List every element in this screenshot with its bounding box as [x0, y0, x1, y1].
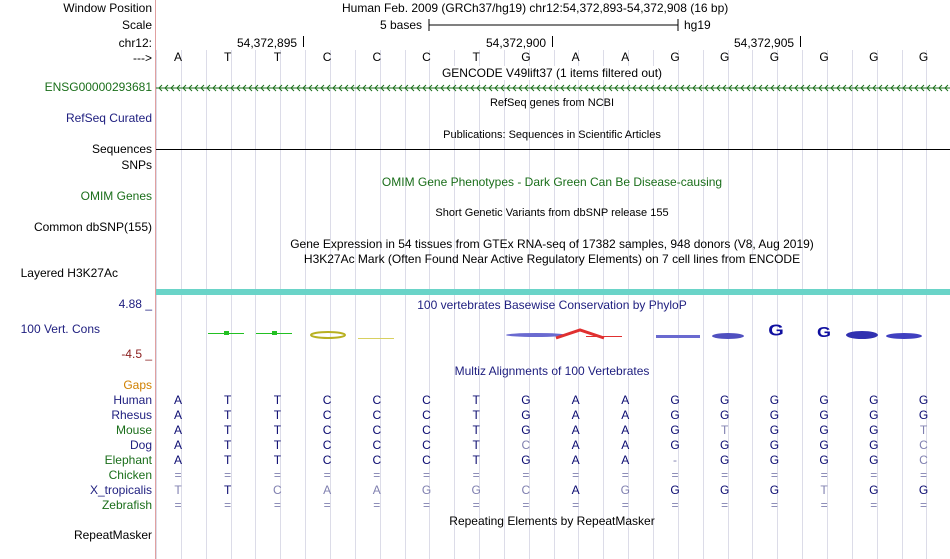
scale-bar-label: 5 bases — [380, 18, 423, 32]
alignment-base: G — [869, 423, 879, 437]
alignment-base: = — [572, 498, 580, 512]
alignment-base: = — [621, 498, 629, 512]
alignment-base: G — [521, 423, 531, 437]
track-display-area[interactable] — [156, 0, 950, 559]
alignment-base: G — [670, 438, 680, 452]
reference-base: G — [918, 50, 929, 64]
h3k27ac-signal-bar[interactable] — [156, 289, 950, 295]
alignment-base: A — [173, 438, 182, 452]
alignment-base: C — [372, 438, 382, 452]
reference-base: C — [372, 50, 382, 64]
alignment-base: = — [721, 498, 729, 512]
alignment-base: C — [372, 453, 382, 467]
alignment-base: = — [273, 468, 281, 482]
alignment-base: G — [918, 483, 929, 497]
dbsnp-track-title: Short Genetic Variants from dbSNP release 155 — [435, 207, 669, 219]
chromosome-label: chr12: — [118, 36, 152, 50]
gridline — [902, 50, 903, 559]
gencode-track-title: GENCODE V49lift37 (1 items filtered out) — [441, 66, 663, 80]
publications-track-title: Publications: Sequences in Scientific Articles — [443, 129, 661, 141]
repeatmasker-track-title: Repeating Elements by RepeatMasker — [449, 514, 655, 528]
alignment-base: T — [273, 408, 282, 422]
alignment-base: T — [472, 438, 480, 452]
reference-base: A — [621, 50, 630, 64]
alignment-base: = — [770, 468, 778, 482]
coord-tick-3 — [800, 36, 801, 47]
alignment-base: T — [273, 453, 282, 467]
alignment-base: G — [720, 393, 730, 407]
gridline — [305, 50, 306, 559]
alignment-base: A — [571, 408, 580, 422]
alignment-base: A — [621, 453, 630, 467]
omim-track-title: OMIM Gene Phenotypes - Dark Green Can Be Disease-causing — [381, 175, 723, 189]
alignment-base: = — [621, 468, 629, 482]
alignment-base: G — [670, 423, 680, 437]
alignment-base: G — [670, 483, 680, 497]
reference-base: G — [869, 50, 879, 64]
alignment-base: G — [769, 408, 780, 422]
alignment-base: G — [819, 438, 829, 452]
alignment-base: G — [869, 483, 879, 497]
coord-label-3: 54,372,905 — [734, 36, 795, 50]
species-label: Rhesus — [111, 408, 152, 422]
alignment-base: A — [621, 423, 630, 437]
species-label: Human — [113, 393, 152, 407]
alignment-base: A — [323, 483, 332, 497]
reference-base: T — [472, 50, 480, 64]
alignment-base: = — [522, 498, 530, 512]
alignment-base: = — [870, 468, 878, 482]
alignment-base: = — [820, 498, 828, 512]
alignment-base: = — [174, 498, 182, 512]
alignment-base: G — [819, 453, 829, 467]
track-label-gaps[interactable]: Gaps — [123, 378, 152, 392]
position-title: Human Feb. 2009 (GRCh37/hg19) chr12:54,372,893-54,372,908 (16 bp) — [342, 1, 729, 15]
alignment-base: T — [472, 408, 480, 422]
alignment-base: = — [820, 468, 828, 482]
alignment-base: = — [422, 498, 430, 512]
alignment-base: C — [422, 393, 431, 407]
alignment-base: = — [522, 468, 530, 482]
refseq-track-title: RefSeq genes from NCBI — [489, 97, 615, 109]
alignment-base: = — [472, 498, 480, 512]
alignment-base: G — [769, 438, 780, 452]
coord-tick-2 — [552, 36, 553, 47]
alignment-base: G — [819, 408, 829, 422]
alignment-base: G — [869, 408, 879, 422]
alignment-base: G — [521, 453, 531, 467]
track-label-sequences[interactable]: Sequences — [91, 142, 152, 156]
alignment-base: = — [174, 468, 182, 482]
alignment-base: C — [521, 483, 531, 497]
alignment-base: T — [472, 423, 480, 437]
reference-base: G — [769, 50, 780, 64]
alignment-base: = — [671, 468, 679, 482]
alignment-base: G — [819, 393, 829, 407]
alignment-base: T — [174, 483, 182, 497]
alignment-base: G — [769, 453, 780, 467]
svg-text:G: G — [768, 321, 784, 340]
alignment-base: = — [422, 468, 430, 482]
alignment-base: = — [373, 468, 381, 482]
gridline — [355, 50, 356, 559]
alignment-base: = — [721, 468, 729, 482]
alignment-base: A — [173, 453, 182, 467]
h3k27ac-track-title: H3K27Ac Mark (Often Found Near Active Regulatory Elements) on 7 cell lines from ENCODE — [303, 252, 801, 266]
gtex-track-title: Gene Expression in 54 tissues from GTEx RNA-seq of 17382 samples, 948 donors (V8, Aug 2019) — [290, 237, 814, 251]
species-label: Chicken — [108, 468, 152, 482]
reference-base: T — [224, 50, 232, 64]
alignment-base: G — [471, 483, 481, 497]
alignment-base: A — [621, 393, 630, 407]
alignment-base: C — [422, 453, 431, 467]
alignment-base: T — [472, 393, 480, 407]
alignment-base: C — [372, 393, 382, 407]
alignment-base: A — [173, 393, 182, 407]
alignment-base: = — [323, 498, 331, 512]
assembly-label: hg19 — [684, 18, 711, 32]
alignment-base: C — [422, 408, 431, 422]
alignment-base: T — [919, 423, 928, 437]
alignment-base: = — [373, 498, 381, 512]
species-label: Elephant — [104, 453, 152, 467]
reference-base: T — [273, 50, 282, 64]
sequences-track-line — [156, 149, 950, 150]
reference-base: G — [720, 50, 730, 64]
alignment-base: C — [919, 453, 928, 467]
alignment-base: T — [273, 423, 282, 437]
multiz-track-title: Multiz Alignments of 100 Vertebrates — [454, 364, 650, 378]
alignment-base: G — [918, 408, 929, 422]
scale-label: Scale — [121, 18, 152, 32]
alignment-base: C — [919, 438, 928, 452]
gridline — [156, 50, 157, 559]
alignment-base: G — [769, 393, 780, 407]
alignment-base: G — [620, 483, 630, 497]
alignment-base: G — [869, 438, 879, 452]
svg-text:G: G — [817, 324, 831, 341]
alignment-base: C — [372, 423, 382, 437]
gridline — [703, 50, 704, 559]
gene-feature-ensg[interactable] — [156, 82, 950, 94]
gridline — [752, 50, 753, 559]
window-position-label: Window Position — [63, 1, 152, 15]
reference-base: G — [670, 50, 680, 64]
reference-base: A — [571, 50, 580, 64]
alignment-base: C — [372, 408, 382, 422]
alignment-base: G — [918, 393, 929, 407]
reference-base: C — [322, 50, 332, 64]
alignment-base: = — [919, 468, 927, 482]
track-label-refseq[interactable]: RefSeq Curated — [65, 111, 152, 125]
alignment-base: C — [322, 438, 332, 452]
reference-base: G — [521, 50, 531, 64]
alignment-base: = — [671, 498, 679, 512]
alignment-base: A — [571, 393, 580, 407]
alignment-base: T — [224, 408, 232, 422]
alignment-base: = — [472, 468, 480, 482]
alignment-base: C — [521, 438, 531, 452]
alignment-base: G — [720, 483, 730, 497]
alignment-base: C — [322, 453, 332, 467]
alignment-base: T — [273, 393, 282, 407]
alignment-base: A — [372, 483, 381, 497]
alignment-base: C — [422, 438, 431, 452]
coord-label-1: 54,372,895 — [237, 36, 298, 50]
track-label-snps[interactable]: SNPs — [121, 158, 152, 172]
alignment-base: = — [919, 498, 927, 512]
track-label-ensg[interactable]: ENSG00000293681 — [44, 80, 152, 94]
phylop-conservation-logo[interactable] — [156, 318, 950, 342]
alignment-base: G — [720, 453, 730, 467]
alignment-base: T — [472, 453, 480, 467]
alignment-base: C — [422, 423, 431, 437]
alignment-base: = — [273, 498, 281, 512]
reference-base: G — [819, 50, 829, 64]
alignment-base: G — [819, 423, 829, 437]
alignment-base: = — [323, 468, 331, 482]
alignment-base: A — [571, 453, 580, 467]
track-label-h3k27ac[interactable]: Layered H3K27Ac — [20, 266, 118, 280]
gridline — [852, 50, 853, 559]
alignment-base: A — [571, 483, 580, 497]
alignment-base: G — [670, 408, 680, 422]
alignment-base: = — [224, 468, 232, 482]
alignment-base: C — [322, 408, 332, 422]
alignment-base: G — [769, 483, 780, 497]
alignment-base: G — [720, 438, 730, 452]
alignment-base: = — [572, 468, 580, 482]
species-label: Zebrafish — [101, 498, 152, 512]
cons-min-value: -4.5 _ — [121, 347, 152, 361]
alignment-base: T — [224, 423, 232, 437]
alignment-base: = — [870, 498, 878, 512]
alignment-base: A — [621, 408, 630, 422]
track-label-omim[interactable]: OMIM Genes — [80, 189, 152, 203]
alignment-base: G — [421, 483, 432, 497]
alignment-base: T — [721, 423, 729, 437]
alignment-base: = — [770, 498, 778, 512]
alignment-base: G — [521, 393, 531, 407]
gridline — [405, 50, 406, 559]
species-label: X_tropicalis — [89, 483, 152, 497]
alignment-base: T — [224, 393, 232, 407]
alignment-base: A — [621, 438, 630, 452]
alignment-base: C — [273, 483, 282, 497]
track-label-repeatmasker[interactable]: RepeatMasker — [73, 528, 152, 542]
strand-arrow-label: ---> — [133, 51, 152, 65]
track-label-cons[interactable]: 100 Vert. Cons — [20, 322, 100, 336]
alignment-base: A — [571, 438, 580, 452]
phylop-track-title: 100 vertebrates Basewise Conservation by PhyloP — [417, 298, 687, 312]
alignment-base: A — [173, 423, 182, 437]
track-label-column — [0, 0, 156, 559]
alignment-base: T — [224, 483, 232, 497]
alignment-base: T — [224, 438, 232, 452]
alignment-base: - — [673, 453, 677, 467]
alignment-base: C — [322, 393, 332, 407]
species-label: Dog — [129, 438, 152, 452]
alignment-base: G — [869, 393, 879, 407]
alignment-base: G — [521, 408, 531, 422]
gridline — [206, 50, 207, 559]
coord-tick-1 — [303, 36, 304, 47]
alignment-base: T — [273, 438, 282, 452]
alignment-base: T — [820, 483, 828, 497]
reference-base: A — [173, 50, 182, 64]
alignment-base: G — [720, 408, 730, 422]
species-label: Mouse — [115, 423, 152, 437]
alignment-base: G — [769, 423, 780, 437]
alignment-base: A — [571, 423, 580, 437]
scale-bar — [428, 18, 680, 32]
gridline — [255, 50, 256, 559]
alignment-base: = — [224, 498, 232, 512]
reference-base: C — [422, 50, 431, 64]
alignment-base: G — [670, 393, 680, 407]
alignment-base: T — [224, 453, 232, 467]
alignment-base: C — [322, 423, 332, 437]
track-label-dbsnp[interactable]: Common dbSNP(155) — [33, 220, 152, 234]
coord-label-2: 54,372,900 — [486, 36, 547, 50]
gridline — [802, 50, 803, 559]
alignment-base: G — [869, 453, 879, 467]
cons-max-value: 4.88 _ — [118, 297, 152, 311]
alignment-base: A — [173, 408, 182, 422]
